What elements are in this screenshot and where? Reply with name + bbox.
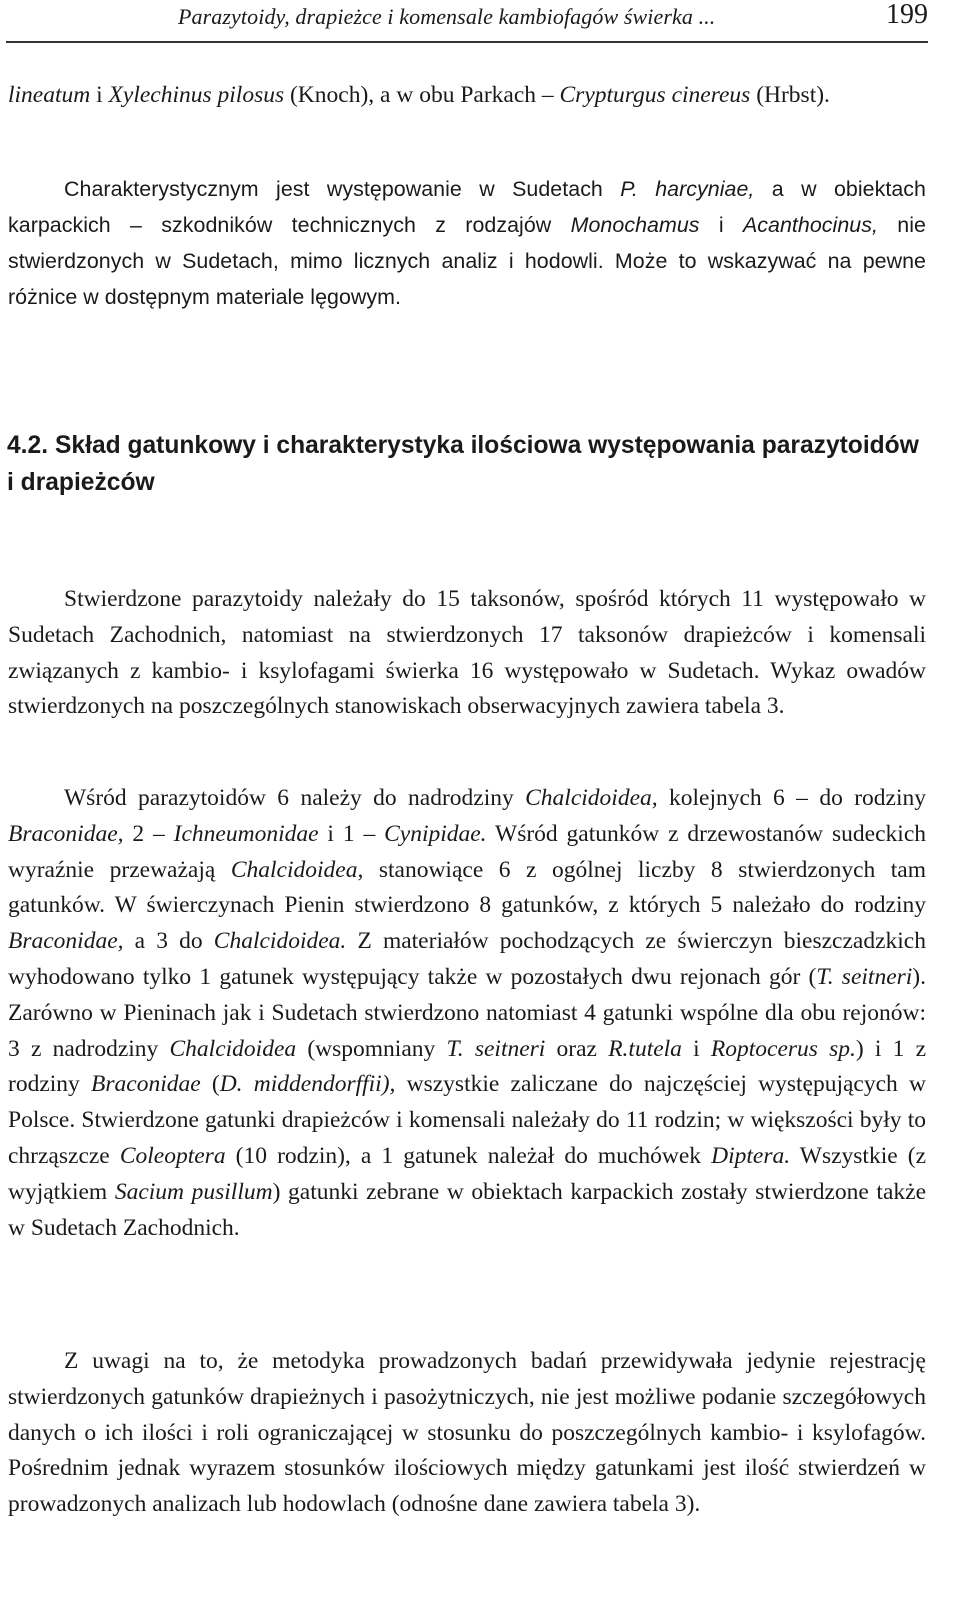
latin-name: Crypturgus cinereus bbox=[559, 82, 751, 108]
latin-name: D. middendorffii), bbox=[219, 1071, 396, 1098]
text-run: Stwierdzone parazytoidy należały do 15 taksonów, spośród których 11 występowało w Sudetach Zachodnich, natomiast na stwierdzonych 17 taksonów drapieżców i komensali związanych z kambio- i ksylofagami świerka 16 występowało w Sudetach. Wykaz owadów stwierdzonych na poszczególnych stanowiskach obserwacyjnych zawiera tabela 3. bbox=[8, 586, 926, 720]
section-number: 4.2. bbox=[7, 432, 49, 459]
latin-name: Cynipidae. bbox=[384, 820, 487, 847]
text-run: (wspomniany bbox=[296, 1035, 447, 1062]
text-run: a w obiektach karpackich – szkodników technicznych z rodzajów bbox=[8, 177, 926, 237]
page-header bbox=[6, 0, 928, 42]
latin-name: Chalcidoidea, bbox=[230, 856, 364, 883]
text-run: Z uwagi na to, że metodyka prowadzonych badań przewidywała jedynie rejestrację stwierdzonych gatunków drapieżnych i pasożytniczych, nie jest możliwe podanie szczegółowych danych o ich ilości i roli ograniczającej w stosunku do poszczególnych kambio- i ksylofagów. Pośrednim jednak wyrazem stosunków ilościowych między gatunkami jest ilość stwierdzeń w prowadzonych analizach lub hodowlach (odnośne dane zawiera tabela 3). bbox=[8, 1348, 926, 1518]
text-run: oraz bbox=[545, 1035, 609, 1062]
text-run: nie stwierdzonych w Sudetach, mimo licznych analiz i hodowli. Może to wskazywać na pewne różnice w dostępnym materiale lęgowym. bbox=[8, 213, 926, 309]
paragraph-sudety-karpaty bbox=[8, 171, 926, 315]
text-run: i bbox=[681, 1035, 711, 1062]
latin-name: R.tutela bbox=[608, 1035, 682, 1062]
text-run: Wśród parazytoidów 6 należy do nadrodziny bbox=[64, 785, 526, 811]
latin-name: Coleoptera bbox=[119, 1142, 226, 1169]
text-run: (Knoch), a w obu Parkach – bbox=[284, 82, 560, 108]
latin-name: Diptera. bbox=[711, 1142, 791, 1169]
latin-name: Acanthocinus, bbox=[742, 213, 878, 237]
latin-name: Sacium pusillum bbox=[114, 1178, 273, 1205]
text-run: ). Zarówno w Pieninach jak i Sudetach stwierdzono natomiast 4 gatunki wspólne dla obu rejonów: 3 z nadrodziny bbox=[8, 963, 926, 1062]
latin-name: Chalcidoidea, bbox=[525, 785, 658, 811]
section-heading bbox=[7, 427, 925, 501]
latin-name: T. seitneri bbox=[816, 963, 913, 990]
header-rule bbox=[6, 41, 928, 43]
text-run: 2 – bbox=[123, 820, 174, 847]
paragraph-continuation bbox=[8, 78, 926, 114]
text-run: i bbox=[90, 82, 109, 108]
text-run: Wszystkie (z wyjątkiem bbox=[8, 1142, 927, 1205]
text-run: kolejnych 6 – do rodziny bbox=[657, 785, 926, 811]
latin-name: P. harcyniae, bbox=[620, 177, 755, 201]
text-run: ) i 1 z rodziny bbox=[8, 1035, 927, 1098]
text-run: i 1 – bbox=[318, 820, 385, 847]
latin-name: Chalcidoidea bbox=[169, 1035, 297, 1062]
latin-name: Chalcidoidea. bbox=[213, 928, 347, 955]
text-run: stanowiące 6 z ogólnej liczby 8 stwierdzonych tam gatunków. W świerczynach Pienin stwierdzono 8 gatunków, z których 5 należało do rodziny bbox=[8, 856, 927, 919]
latin-name: Braconidae, bbox=[8, 820, 124, 847]
text-run: a 3 do bbox=[123, 928, 214, 955]
latin-name: Xylechinus pilosus bbox=[108, 82, 285, 108]
text-run: ( bbox=[200, 1071, 220, 1098]
text-run: wszystkie zaliczane do najczęściej występujących w Polsce. Stwierdzone gatunki drapieżców i komensali należały do 11 rodzin; w większości były to chrząszcze bbox=[8, 1071, 926, 1169]
latin-name: Roptocerus sp. bbox=[710, 1035, 856, 1062]
latin-name: Monochamus bbox=[570, 213, 700, 237]
text-run: (10 rodzin), a 1 gatunek należał do muchówek bbox=[225, 1142, 712, 1169]
text-run: i bbox=[699, 213, 743, 237]
paragraph-parasitoid-composition bbox=[8, 781, 926, 1246]
latin-name: T. seitneri bbox=[446, 1035, 546, 1062]
text-run: Z materiałów pochodzących ze świerczyn bieszczadzkich wyhodowano tylko 1 gatunek występujący także w pozostałych dwu rejonach gór ( bbox=[8, 928, 926, 990]
latin-name: Ichneumonidae bbox=[173, 820, 319, 847]
section-title: Skład gatunkowy i charakterystyka ilościowa występowania parazytoidów i drapieżców bbox=[7, 432, 919, 496]
page-number: 199 bbox=[886, 0, 928, 30]
latin-name: lineatum bbox=[8, 82, 91, 108]
running-title: Parazytoidy, drapieżce i komensale kambiofagów świerka ... bbox=[178, 4, 716, 29]
paragraph-taxa-count bbox=[8, 582, 926, 725]
text-run: Charakterystycznym jest występowanie w Sudetach bbox=[64, 177, 621, 201]
text-run: Wśród gatunków z drzewostanów sudeckich wyraźnie przeważają bbox=[8, 820, 926, 883]
paragraph-methodology-note bbox=[8, 1344, 926, 1523]
latin-name: Braconidae bbox=[91, 1071, 201, 1098]
text-run: ) gatunki zebrane w obiektach karpackich zostały stwierdzone także w Sudetach Zachodnich. bbox=[8, 1178, 927, 1241]
text-run: (Hrbst). bbox=[750, 82, 830, 108]
latin-name: Braconidae, bbox=[8, 928, 124, 955]
